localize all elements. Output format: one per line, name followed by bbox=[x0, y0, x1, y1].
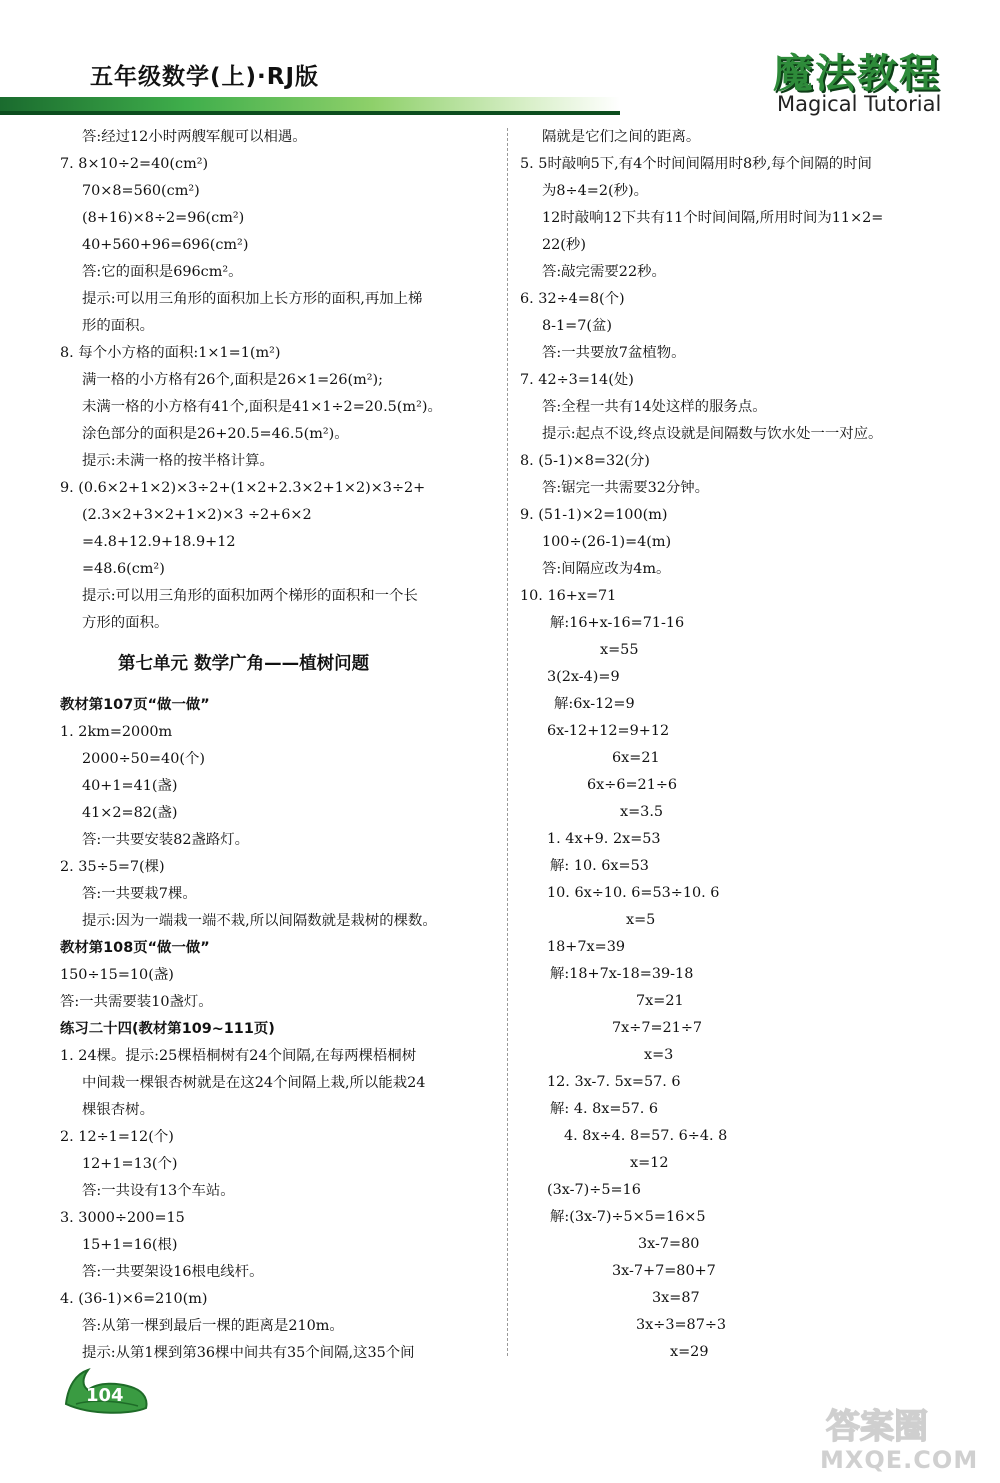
text-line: 解: 4. 8x=57. 6 bbox=[550, 1101, 659, 1117]
text-line: 答:经过12小时两艘军舰可以相遇。 bbox=[82, 129, 307, 145]
text-line: 满一格的小方格有26个,面积是26×1=26(m²); bbox=[82, 372, 383, 388]
text-line: 解:6x-12=9 bbox=[554, 696, 635, 712]
text-line: 6x=21 bbox=[612, 750, 660, 766]
text-line: 答:一共设有13个车站。 bbox=[82, 1183, 235, 1199]
text-line: 答:敲完需要22秒。 bbox=[542, 264, 666, 280]
text-line: 100÷(26-1)=4(m) bbox=[542, 534, 672, 550]
text-line: 7. 8×10÷2=40(cm²) bbox=[60, 156, 209, 172]
text-line: (8+16)×8÷2=96(cm²) bbox=[82, 210, 245, 226]
text-line: 3(2x-4)=9 bbox=[547, 669, 620, 685]
text-line: 6. 32÷4=8(个) bbox=[520, 291, 625, 307]
text-line: 70×8=560(cm²) bbox=[82, 183, 200, 199]
text-line: 8. 每个小方格的面积:1×1=1(m²) bbox=[60, 345, 281, 361]
text-line: 7. 42÷3=14(处) bbox=[520, 372, 634, 388]
text-line: 提示:可以用三角形的面积加上长方形的面积,再加上梯 bbox=[82, 291, 423, 307]
text-line: 3. 3000÷200=15 bbox=[60, 1210, 185, 1226]
text-line: 1. 2km=2000m bbox=[60, 724, 173, 740]
text-line: 7x÷7=21÷7 bbox=[612, 1020, 703, 1036]
text-line: 答:一共需要装10盏灯。 bbox=[60, 994, 213, 1010]
watermark-text: MXQE.COM bbox=[820, 1446, 979, 1474]
text-line: x=3.5 bbox=[620, 804, 664, 820]
text-line: 提示:未满一格的按半格计算。 bbox=[82, 453, 274, 469]
text-line: 10. 16+x=71 bbox=[520, 588, 617, 604]
text-line: (3x-7)÷5=16 bbox=[547, 1182, 641, 1198]
text-line: 未满一格的小方格有41个,面积是41×1÷2=20.5(m²)。 bbox=[82, 399, 442, 415]
text-line: =48.6(cm²) bbox=[82, 561, 165, 577]
left-column bbox=[60, 124, 500, 1367]
text-line: 提示:可以用三角形的面积加两个梯形的面积和一个长 bbox=[82, 588, 418, 604]
text-line: 答:一共要架设16根电线杆。 bbox=[82, 1264, 264, 1280]
text-line: x=3 bbox=[644, 1047, 674, 1063]
text-line: 7x=21 bbox=[636, 993, 684, 1009]
text-line: 2. 35÷5=7(棵) bbox=[60, 859, 165, 875]
text-line: 3x-7+7=80+7 bbox=[612, 1263, 716, 1279]
text-line: 答:锯完一共需要32分钟。 bbox=[542, 480, 710, 496]
text-line: 方形的面积。 bbox=[82, 615, 169, 631]
text-line: 3x÷3=87÷3 bbox=[636, 1317, 727, 1333]
text-line: 提示:因为一端栽一端不栽,所以间隔数就是栽树的棵数。 bbox=[82, 913, 437, 929]
subsection-heading: 练习二十四(教材第109~111页) bbox=[60, 1021, 275, 1037]
right-column bbox=[520, 124, 950, 1366]
text-line: 5. 5时敲响5下,有4个时间间隔用时8秒,每个间隔的时间 bbox=[520, 156, 872, 172]
text-line: 答:间隔应改为4m。 bbox=[542, 561, 671, 577]
text-line: 2000÷50=40(个) bbox=[82, 751, 205, 767]
text-line: =4.8+12.9+18.9+12 bbox=[82, 534, 236, 550]
text-line: 18+7x=39 bbox=[547, 939, 626, 955]
text-line: 答:全程一共有14处这样的服务点。 bbox=[542, 399, 767, 415]
text-line: 提示:从第1棵到第36棵中间共有35个间隔,这35个间 bbox=[82, 1345, 415, 1361]
header-rule bbox=[0, 111, 620, 115]
text-line: 12时敲响12下共有11个时间间隔,所用时间为11×2= bbox=[542, 210, 884, 226]
text-line: 棵银杏树。 bbox=[82, 1102, 154, 1118]
text-line: 中间栽一棵银杏树就是在这24个间隔上栽,所以能栽24 bbox=[82, 1075, 426, 1091]
text-line: 150÷15=10(盏) bbox=[60, 967, 174, 983]
column-divider bbox=[507, 128, 508, 1356]
text-line: 12+1=13(个) bbox=[82, 1156, 178, 1172]
text-line: 2. 12÷1=12(个) bbox=[60, 1129, 174, 1145]
text-line: 10. 6x÷10. 6=53÷10. 6 bbox=[547, 885, 720, 901]
text-line: 40+1=41(盏) bbox=[82, 778, 178, 794]
text-line: 答:从第一棵到最后一棵的距离是210m。 bbox=[82, 1318, 344, 1334]
text-line: 40+560+96=696(cm²) bbox=[82, 237, 249, 253]
text-line: 解:(3x-7)÷5×5=16×5 bbox=[550, 1209, 706, 1225]
text-line: 6x-12+12=9+12 bbox=[547, 723, 670, 739]
section-heading: 第七单元 数学广角——植树问题 bbox=[118, 654, 370, 674]
text-line: 解:18+7x-18=39-18 bbox=[550, 966, 694, 982]
text-line: 4. 8x÷4. 8=57. 6÷4. 8 bbox=[564, 1128, 728, 1144]
text-line: 解: 10. 6x=53 bbox=[550, 858, 649, 874]
brand-logo: 魔法教程 bbox=[773, 51, 941, 97]
text-line: 隔就是它们之间的距离。 bbox=[542, 129, 701, 145]
text-line: 15+1=16(根) bbox=[82, 1237, 178, 1253]
text-line: x=55 bbox=[600, 642, 639, 658]
brand-logo-subtitle: Magical Tutorial bbox=[777, 92, 942, 116]
page-number: 104 bbox=[86, 1385, 124, 1406]
subsection-heading: 教材第107页“做一做” bbox=[60, 697, 210, 713]
text-line: 3x-7=80 bbox=[638, 1236, 700, 1252]
text-line: 3x=87 bbox=[652, 1290, 700, 1306]
text-line: 答:一共要栽7棵。 bbox=[82, 886, 197, 902]
text-line: 4. (36-1)×6=210(m) bbox=[60, 1291, 208, 1307]
book-title: 五年级数学(上)·RJ版 bbox=[90, 64, 320, 90]
text-line: x=12 bbox=[630, 1155, 669, 1171]
text-line: 9. (51-1)×2=100(m) bbox=[520, 507, 668, 523]
svg-text:答案圈: 答案圈 bbox=[826, 1407, 928, 1447]
text-line: 8-1=7(盆) bbox=[542, 318, 613, 334]
text-line: 12. 3x-7. 5x=57. 6 bbox=[547, 1074, 681, 1090]
text-line: 41×2=82(盏) bbox=[82, 805, 178, 821]
text-line: 涂色部分的面积是26+20.5=46.5(m²)。 bbox=[82, 426, 349, 442]
text-line: x=29 bbox=[670, 1344, 709, 1360]
text-line: 6x÷6=21÷6 bbox=[587, 777, 678, 793]
text-line: 22(秒) bbox=[542, 237, 586, 253]
subsection-heading: 教材第108页“做一做” bbox=[60, 940, 210, 956]
text-line: 形的面积。 bbox=[82, 318, 154, 334]
text-line: 提示:起点不设,终点设就是间隔数与饮水处一一对应。 bbox=[542, 426, 883, 442]
text-line: 为8÷4=2(秒)。 bbox=[542, 183, 648, 199]
text-line: (2.3×2+3×2+1×2)×3 ÷2+6×2 bbox=[82, 507, 312, 523]
text-line: 8. (5-1)×8=32(分) bbox=[520, 453, 650, 469]
text-line: 答:它的面积是696cm²。 bbox=[82, 264, 243, 280]
text-line: 1. 24棵。提示:25棵梧桐树有24个间隔,在每两棵梧桐树 bbox=[60, 1048, 417, 1064]
text-line: 解:16+x-16=71-16 bbox=[550, 615, 685, 631]
text-line: 答:一共要放7盆植物。 bbox=[542, 345, 686, 361]
text-line: x=5 bbox=[626, 912, 656, 928]
text-line: 9. (0.6×2+1×2)×3÷2+(1×2+2.3×2+1×2)×3÷2+ bbox=[60, 480, 426, 496]
text-line: 答:一共要安装82盏路灯。 bbox=[82, 832, 250, 848]
text-line: 1. 4x+9. 2x=53 bbox=[547, 831, 661, 847]
